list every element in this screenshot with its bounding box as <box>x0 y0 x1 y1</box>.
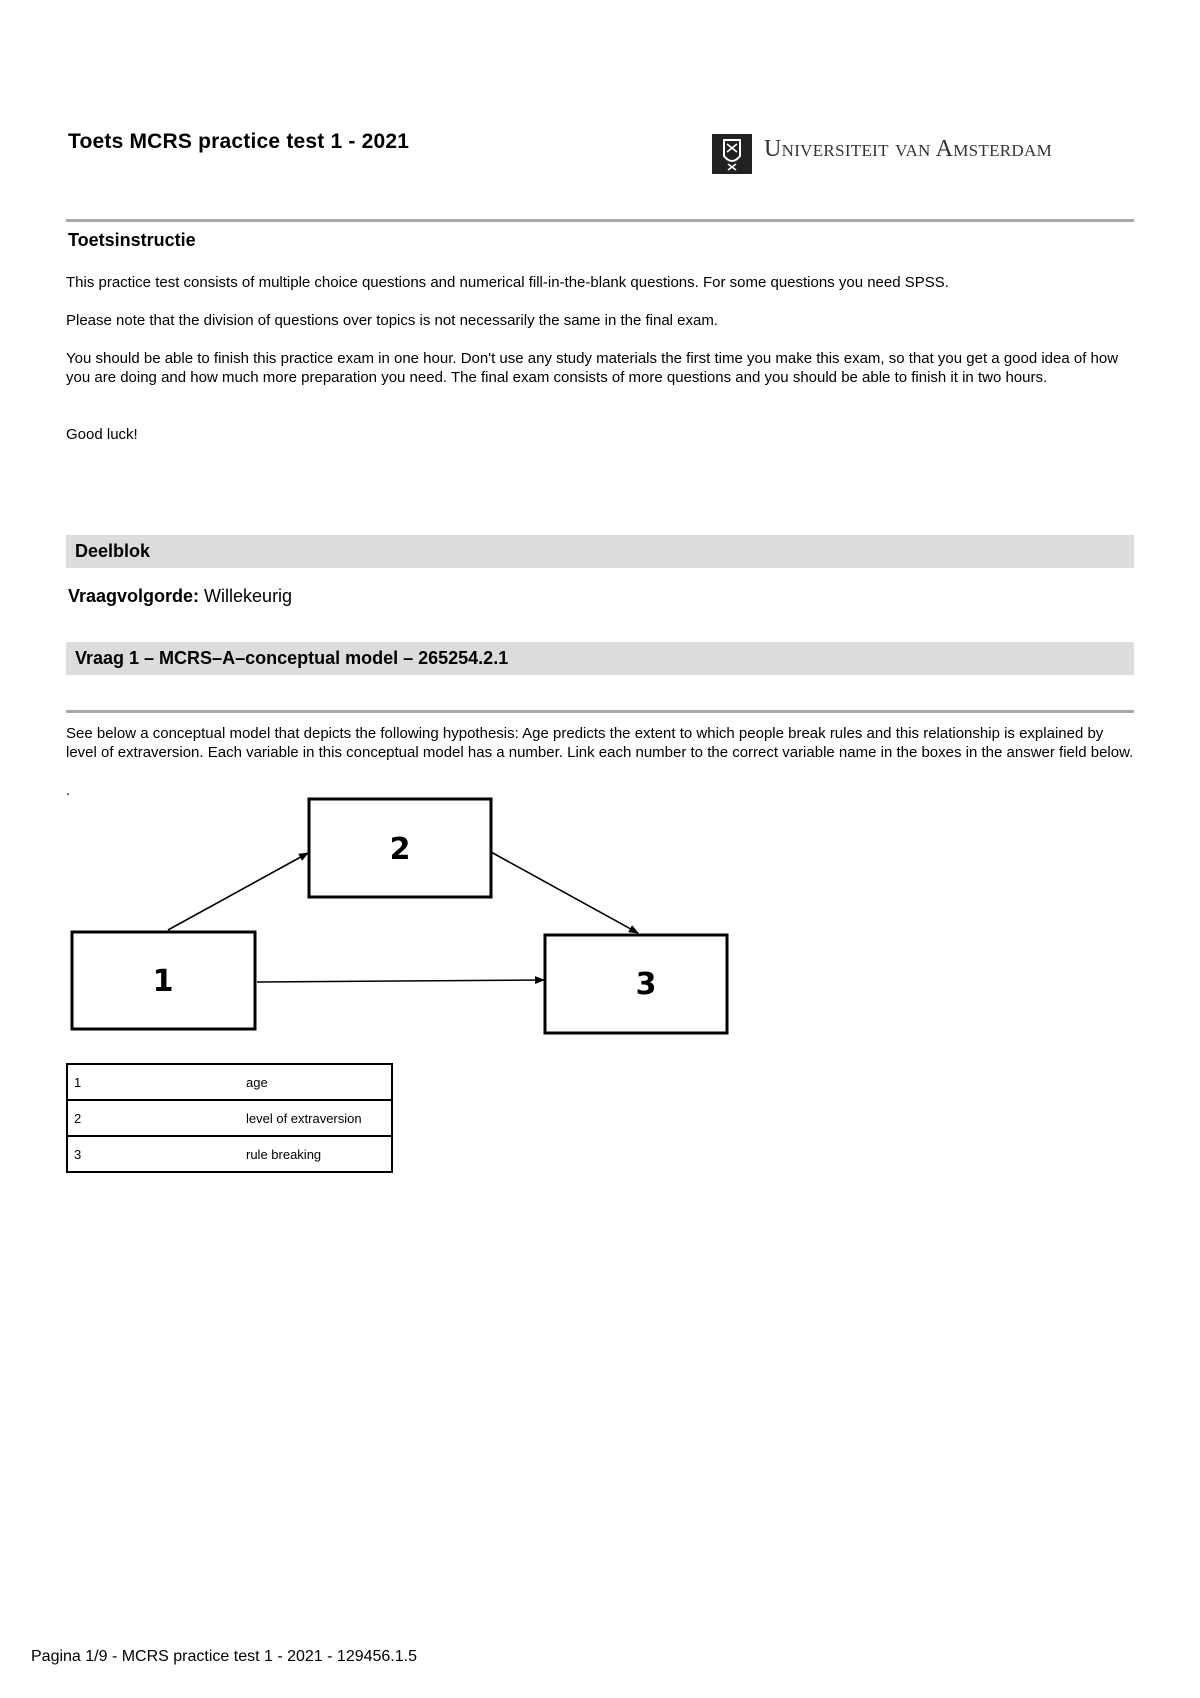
conceptual-model-diagram <box>66 795 746 1040</box>
question-divider <box>66 710 1134 713</box>
document-title: Toets MCRS practice test 1 - 2021 <box>68 130 410 153</box>
table-row <box>67 1136 392 1172</box>
node-3-label: 3 <box>635 967 657 1002</box>
answer-variable[interactable]: rule breaking <box>240 1136 392 1172</box>
block-header <box>66 535 1134 568</box>
question-header <box>66 642 1134 675</box>
instruction-paragraph: You should be able to finish this practice exam in one hour. Don't use any study materials the first time you make this exam, so that you get a good idea of how you are doing and how much more preparation you need. The final exam consists of more questions and you should be able to finish it in two hours. <box>66 350 1119 386</box>
university-name: Universiteit van Amsterdam <box>764 136 1052 162</box>
table-row <box>67 1064 392 1100</box>
question-order-value: Willekeurig <box>199 586 293 606</box>
edge-1-to-3 <box>257 980 544 982</box>
instructions-heading: Toetsinstructie <box>68 230 196 250</box>
question-title: Vraag 1 – MCRS–A–conceptual model – 265254.2.1 <box>75 648 509 668</box>
edge-2-to-3 <box>491 852 638 933</box>
node-2-label: 2 <box>389 832 411 867</box>
node-1 <box>72 932 255 1029</box>
instruction-paragraph: Good luck! <box>66 426 138 443</box>
page-footer: Pagina 1/9 - MCRS practice test 1 - 2021 - 129456.1.5 <box>31 1648 417 1665</box>
node-1-label: 1 <box>152 964 174 999</box>
edge-1-to-2 <box>168 853 308 930</box>
answer-variable[interactable]: age <box>240 1064 392 1100</box>
question-text: See below a conceptual model that depicts the following hypothesis: Age predicts the extent to which people break rules and this relationship is explained by level of extraversion. Each variable in this conceptual model has a number. Link each number to the correct variable name in the boxes in the answer field below. <box>66 725 1134 761</box>
university-seal-icon <box>712 134 752 174</box>
university-logo <box>712 134 1112 176</box>
block-title: Deelblok <box>75 541 151 561</box>
question-order-label: Vraagvolgorde: <box>68 586 200 606</box>
answer-number: 1 <box>67 1064 240 1100</box>
answer-variable[interactable]: level of extraversion <box>240 1100 392 1136</box>
table-row <box>67 1100 392 1136</box>
answer-number: 3 <box>67 1136 240 1172</box>
instruction-paragraph: This practice test consists of multiple choice questions and numerical fill-in-the-blank questions. For some questions you need SPSS. <box>66 274 949 291</box>
node-2 <box>309 799 491 897</box>
answer-table <box>66 1063 393 1173</box>
node-3 <box>545 935 727 1033</box>
question-dot: . <box>66 782 71 799</box>
header-divider <box>66 219 1134 222</box>
answer-number: 2 <box>67 1100 240 1136</box>
instruction-paragraph: Please note that the division of questions over topics is not necessarily the same in the final exam. <box>66 312 719 329</box>
question-order <box>68 586 292 607</box>
